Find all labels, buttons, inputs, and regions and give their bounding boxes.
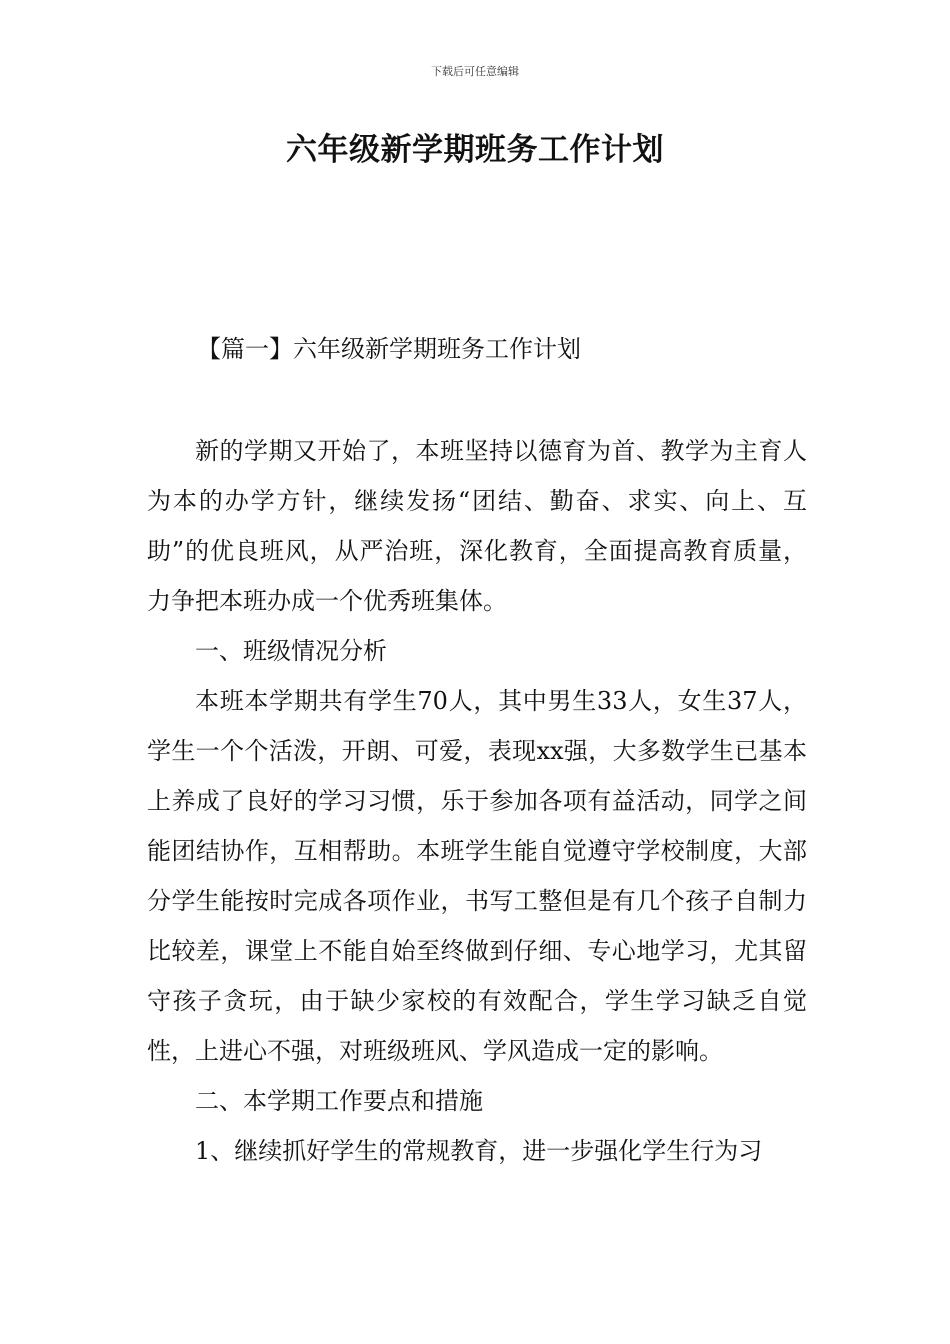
body-text (147, 426, 807, 1176)
subheading-work-points: 二、本学期工作要点和措施 (195, 1087, 483, 1115)
work-point-1-paragraph: 1、继续抓好学生的常规教育，进一步强化学生行为习 (195, 1137, 763, 1165)
intro-paragraph: 新的学期又开始了，本班坚持以德育为首、教学为主育人为本的办学方针，继续发扬“团结、勤奋、求实、向上、互助”的优良班风，从严治班，深化教育，全面提高教育质量，力争把本班办成一个优秀班集体。 (147, 437, 807, 615)
header-note: 下载后可任意编辑 (431, 65, 519, 78)
page-title: 六年级新学期班务工作计划 (286, 132, 664, 168)
section-heading: 【篇一】六年级新学期班务工作计划 (197, 335, 581, 363)
class-analysis-paragraph: 本班本学期共有学生70人，其中男生33人，女生37人，学生一个个活泼，开朗、可爱，表现xx强，大多数学生已基本上养成了良好的学习习惯，乐于参加各项有益活动，同学之间能团结协作，互相帮助。本班学生能自觉遵守学校制度，大部分学生能按时完成各项作业，书写工整但是有几个孩子自制力比较差，课堂上不能自始至终做到仔细、专心地学习，尤其留守孩子贪玩，由于缺少家校的有效配合，学生学习缺乏自觉性，上进心不强，对班级班风、学风造成一定的影响。 (147, 687, 807, 1065)
subheading-class-analysis: 一、班级情况分析 (195, 637, 387, 665)
